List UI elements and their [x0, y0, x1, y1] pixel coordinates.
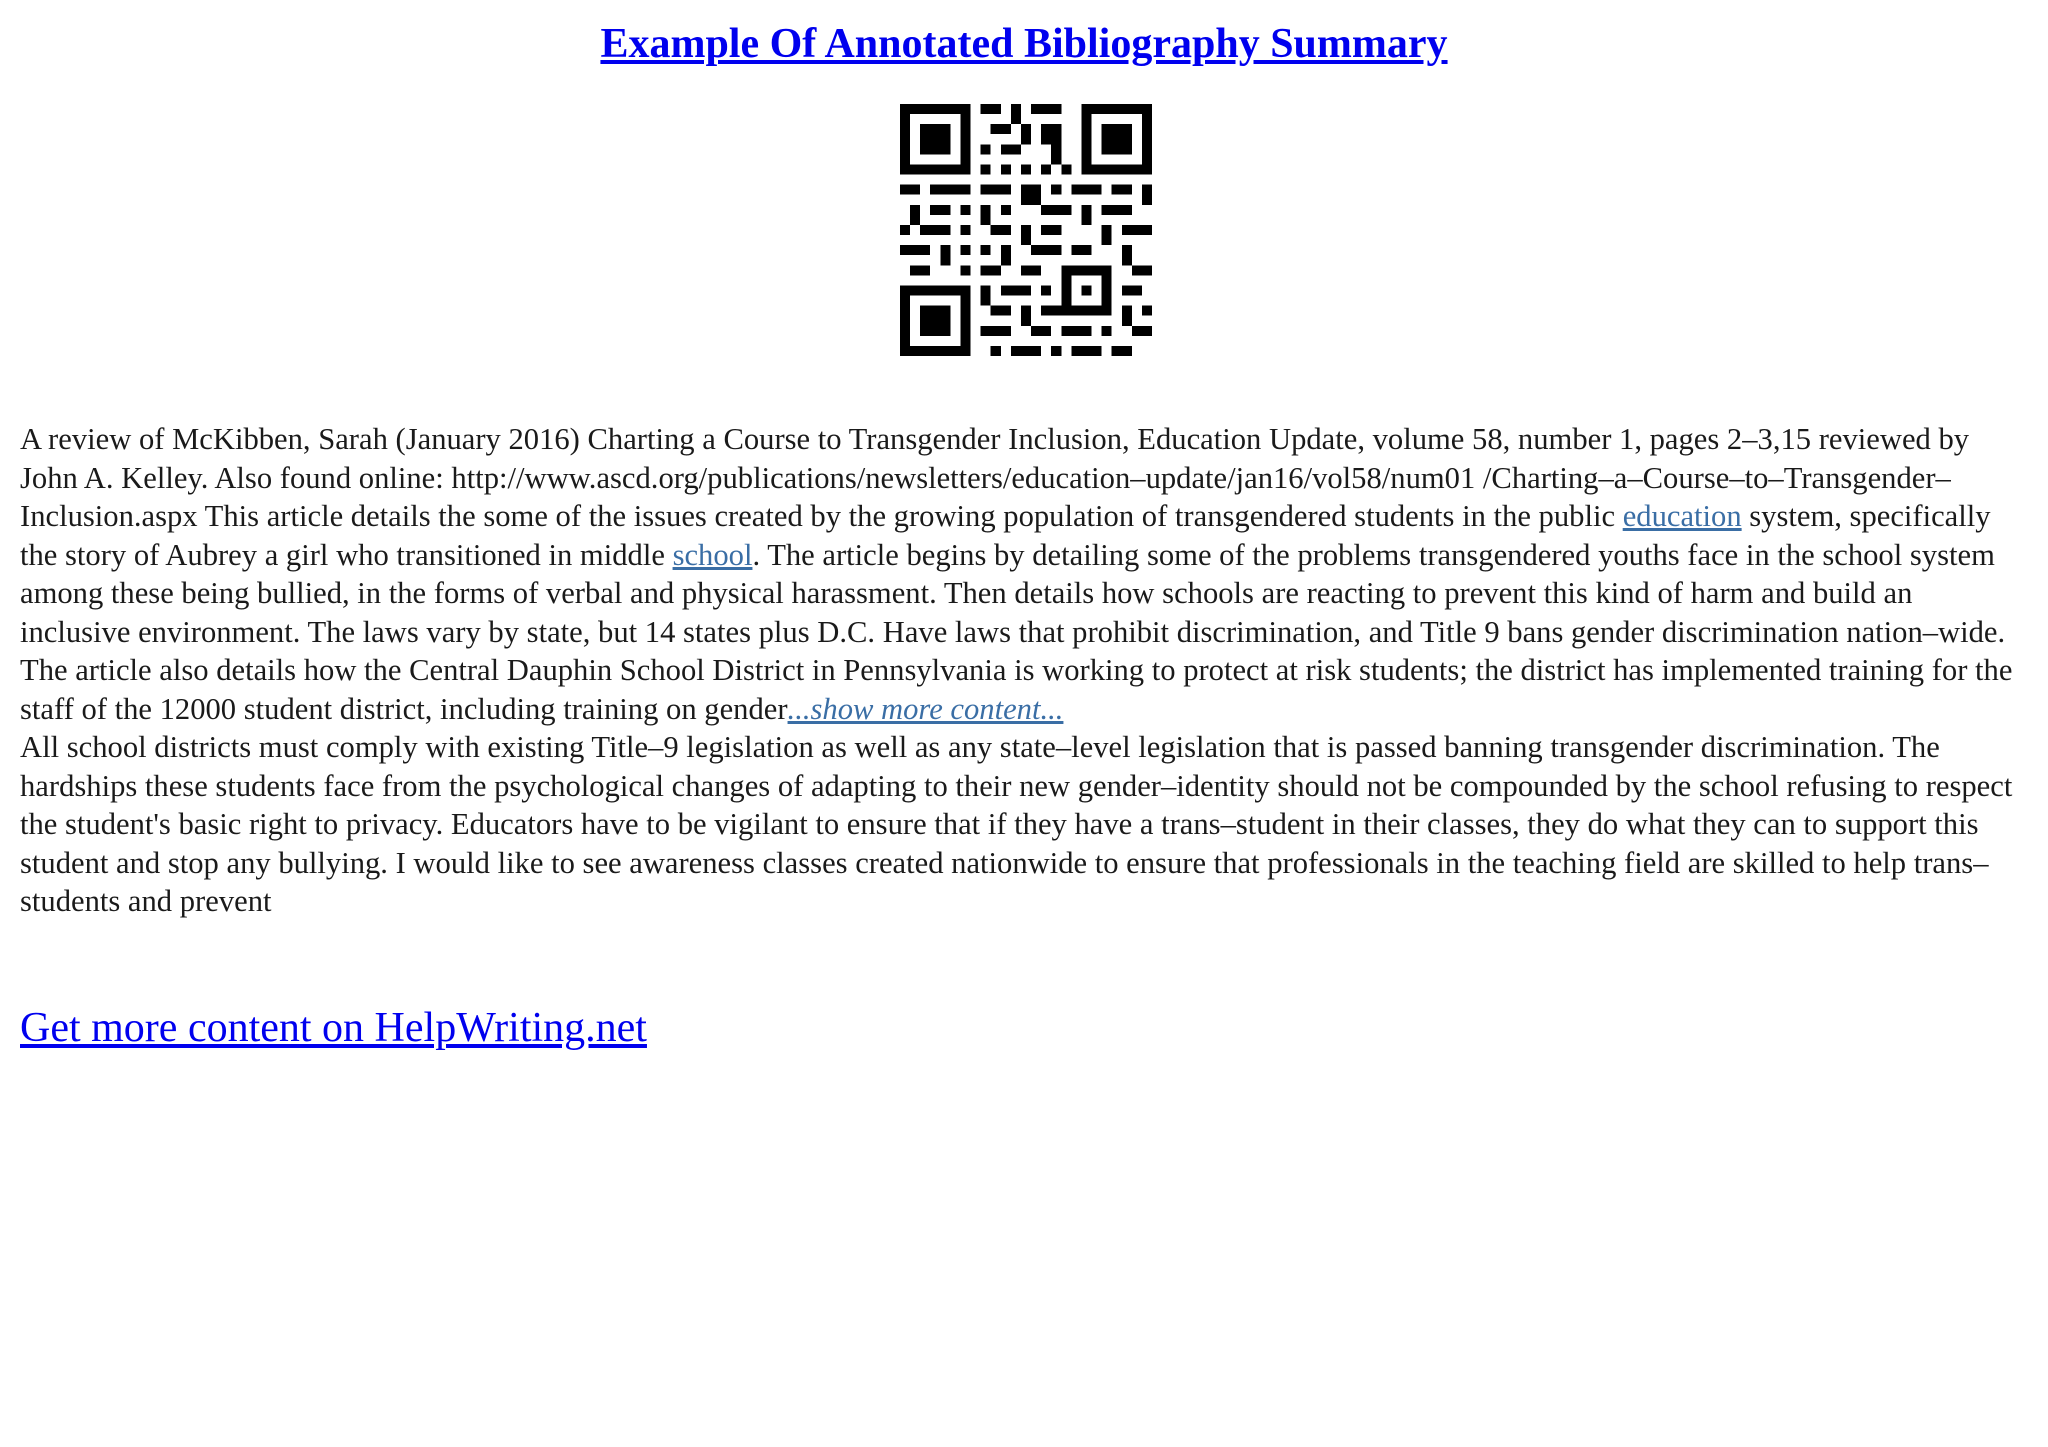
- summary-text-part-2: system, specifically the story of Aubrey a girl who transitioned in middle: [20, 499, 1991, 572]
- title-link[interactable]: Example Of Annotated Bibliography Summary: [600, 21, 1448, 67]
- summary-paragraph: [20, 420, 2030, 728]
- show-more-content-link[interactable]: ...show more content...: [787, 691, 1064, 726]
- get-more-content-link[interactable]: Get more content on HelpWriting.net: [20, 1005, 647, 1051]
- summary-text-part-1: A review of McKibben, Sarah (January 2016) Charting a Course to Transgender Inclusion, Education Update, volume 58, number 1, pages 2–3,15 reviewed by John A. Kelley. Also found online: http://www.ascd.org/publications/newsletters/education–update/jan16/vol58/num01 /Charting–a–Course–to–Transgender–Inclusion.aspx This article details the some of the issues created by the growing population of transgendered students in the public: [20, 422, 1970, 533]
- school-link[interactable]: school: [672, 537, 753, 572]
- cta-line: [20, 1000, 647, 1056]
- qr-code-icon: [900, 104, 1152, 356]
- conclusion-paragraph: All school districts must comply with existing Title–9 legislation as well as any state–level legislation that is passed banning transgender discrimination. The hardships these students face from the psychological changes of adapting to their new gender–identity should not be compounded by the school refusing to respect the student's basic right to privacy. Educators have to be vigilant to ensure that if they have a trans–student in their classes, they do what they can to support this student and stop any bullying. I would like to see awareness classes created nationwide to ensure that professionals in the teaching field are skilled to help trans–students and prevent: [20, 730, 2013, 918]
- article-body: [20, 420, 2030, 921]
- summary-text-part-3: . The article begins by detailing some of the problems transgendered youths face in the school system among these being bullied, in the forms of verbal and physical harassment. Then details how schools are reacting to prevent this kind of harm and build an inclusive environment. The laws vary by state, but 14 states plus D.C. Have laws that prohibit discrimination, and Title 9 bans gender discrimination nation–wide. The article also details how the Central Dauphin School District in Pennsylvania is working to protect at risk students; the district has implemented training for the staff of the 12000 student district, including training on gender: [20, 537, 2013, 726]
- education-link[interactable]: education: [1622, 499, 1742, 533]
- page-title: [0, 18, 2048, 70]
